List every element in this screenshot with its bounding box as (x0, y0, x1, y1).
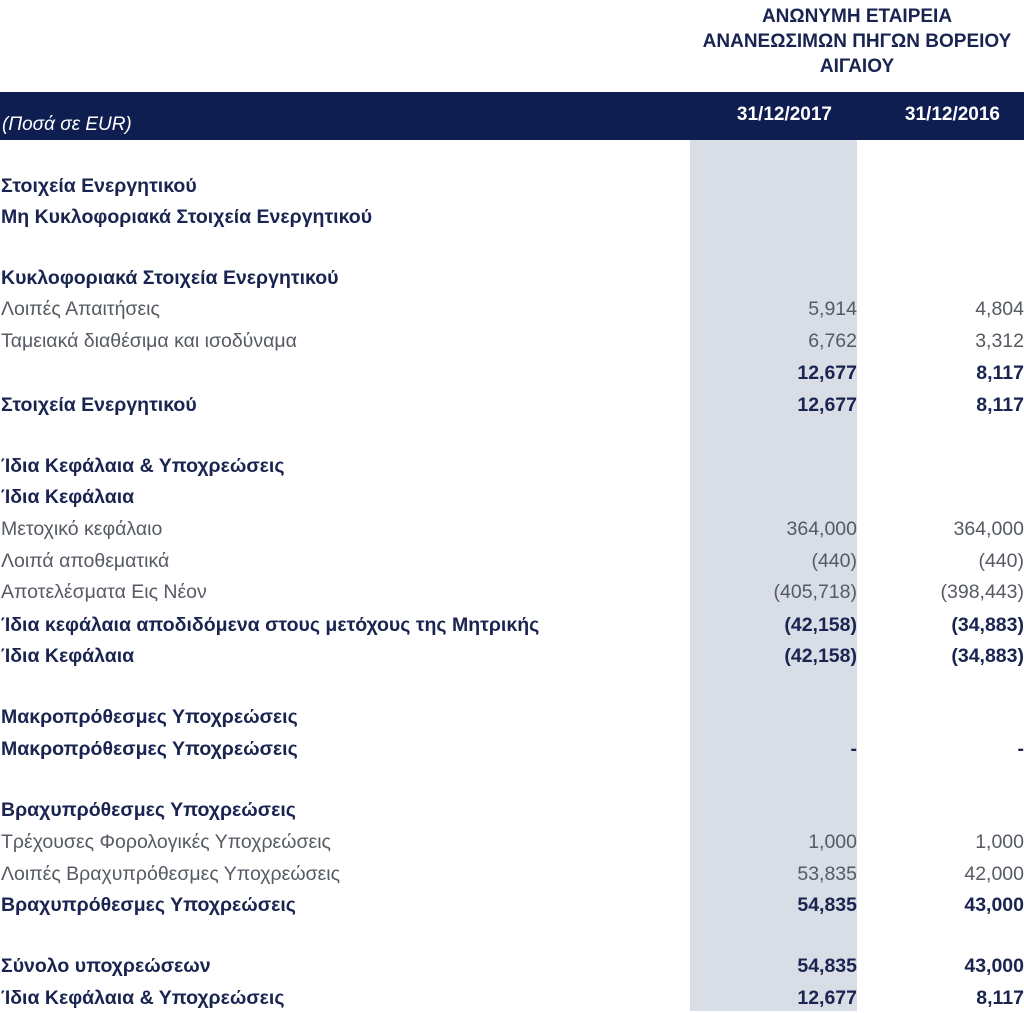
table-row (0, 202, 1024, 232)
value-2016: 8,117 (976, 983, 1024, 1013)
value-2016: (440) (978, 546, 1024, 576)
value-2017: 54,835 (797, 890, 857, 920)
row-label: Ίδια Κεφάλαια (1, 641, 134, 671)
row-label: Τρέχουσες Φορολογικές Υποχρεώσεις (1, 827, 331, 857)
table-row (0, 171, 1024, 201)
value-2017: 5,914 (808, 294, 857, 324)
value-2016: - (1018, 734, 1024, 764)
company-name (690, 4, 1024, 79)
company-name-line-3: ΑΙΓΑΙΟΥ (690, 54, 1024, 79)
row-label: Σύνολο υποχρεώσεων (1, 951, 211, 981)
value-2016: 1,000 (975, 827, 1024, 857)
table-header-bar (0, 92, 1024, 140)
value-2016: 43,000 (964, 951, 1024, 981)
value-2017: 54,835 (797, 951, 857, 981)
value-2017: (440) (811, 546, 857, 576)
table-row (0, 890, 1024, 920)
row-label: Λοιπές Βραχυπρόθεσμες Υποχρεώσεις (1, 859, 340, 889)
table-row (0, 827, 1024, 857)
table-row (0, 514, 1024, 544)
table-row (0, 577, 1024, 607)
row-label: Ίδια Κεφάλαια (1, 482, 134, 512)
column-header-2017: 31/12/2017 (690, 104, 832, 126)
row-label: Ίδια Κεφάλαια & Υποχρεώσεις (1, 451, 285, 481)
company-name-line-1: ΑΝΩΝΥΜΗ ΕΤΑΙΡΕΙΑ (690, 4, 1024, 29)
value-2017: 12,677 (797, 390, 857, 420)
row-label: Μακροπρόθεσμες Υποχρεώσεις (1, 702, 298, 732)
row-label: Ίδια κεφάλαια αποδιδόμενα στους μετόχους της Μητρικής (1, 610, 539, 640)
row-label: Λοιπές Απαιτήσεις (1, 294, 160, 324)
table-row (0, 641, 1024, 671)
row-label: Αποτελέσματα Εις Νέον (1, 577, 207, 607)
table-row (0, 951, 1024, 981)
value-2017: 12,677 (797, 358, 857, 388)
value-2017: 364,000 (787, 514, 858, 544)
value-2017: (42,158) (784, 641, 857, 671)
table-row (0, 983, 1024, 1013)
value-2016: (34,883) (951, 641, 1024, 671)
value-2017: 6,762 (808, 326, 857, 356)
table-row (0, 546, 1024, 576)
table-row (0, 702, 1024, 732)
row-label: Βραχυπρόθεσμες Υποχρεώσεις (1, 890, 296, 920)
table-row (0, 294, 1024, 324)
column-header-2016: 31/12/2016 (858, 104, 1000, 126)
row-label: Μακροπρόθεσμες Υποχρεώσεις (1, 734, 298, 764)
value-2017: 1,000 (808, 827, 857, 857)
table-row (0, 358, 1024, 388)
row-label: Μη Κυκλοφοριακά Στοιχεία Ενεργητικού (1, 202, 372, 232)
value-2017: 53,835 (797, 859, 857, 889)
value-2016: 42,000 (964, 859, 1024, 889)
currency-unit-label: (Ποσά σε EUR) (2, 114, 132, 136)
value-2016: 4,804 (975, 294, 1024, 324)
table-row (0, 326, 1024, 356)
value-2016: 8,117 (976, 358, 1024, 388)
row-label: Ταμειακά διαθέσιμα και ισοδύναμα (1, 326, 297, 356)
company-name-line-2: ΑΝΑΝΕΩΣΙΜΩΝ ΠΗΓΩΝ ΒΟΡΕΙΟΥ (690, 29, 1024, 54)
value-2016: (34,883) (951, 610, 1024, 640)
value-2016: 43,000 (964, 890, 1024, 920)
row-label: Λοιπά αποθεματικά (1, 546, 169, 576)
table-row (0, 734, 1024, 764)
row-label: Ίδια Κεφάλαια & Υποχρεώσεις (1, 983, 285, 1013)
table-row (0, 859, 1024, 889)
table-row (0, 263, 1024, 293)
table-row (0, 610, 1024, 640)
row-label: Βραχυπρόθεσμες Υποχρεώσεις (1, 795, 296, 825)
row-label: Στοιχεία Ενεργητικού (1, 171, 197, 201)
value-2017: (42,158) (784, 610, 857, 640)
value-2017: (405,718) (774, 577, 857, 607)
value-2017: 12,677 (797, 983, 857, 1013)
row-label: Μετοχικό κεφάλαιο (1, 514, 162, 544)
row-label: Κυκλοφοριακά Στοιχεία Ενεργητικού (1, 263, 338, 293)
table-row (0, 390, 1024, 420)
value-2016: 3,312 (975, 326, 1024, 356)
value-2016: 8,117 (976, 390, 1024, 420)
table-row (0, 451, 1024, 481)
row-label: Στοιχεία Ενεργητικού (1, 390, 197, 420)
value-2016: 364,000 (954, 514, 1024, 544)
table-row (0, 482, 1024, 512)
table-row (0, 795, 1024, 825)
value-2016: (398,443) (941, 577, 1024, 607)
value-2017: - (851, 734, 858, 764)
